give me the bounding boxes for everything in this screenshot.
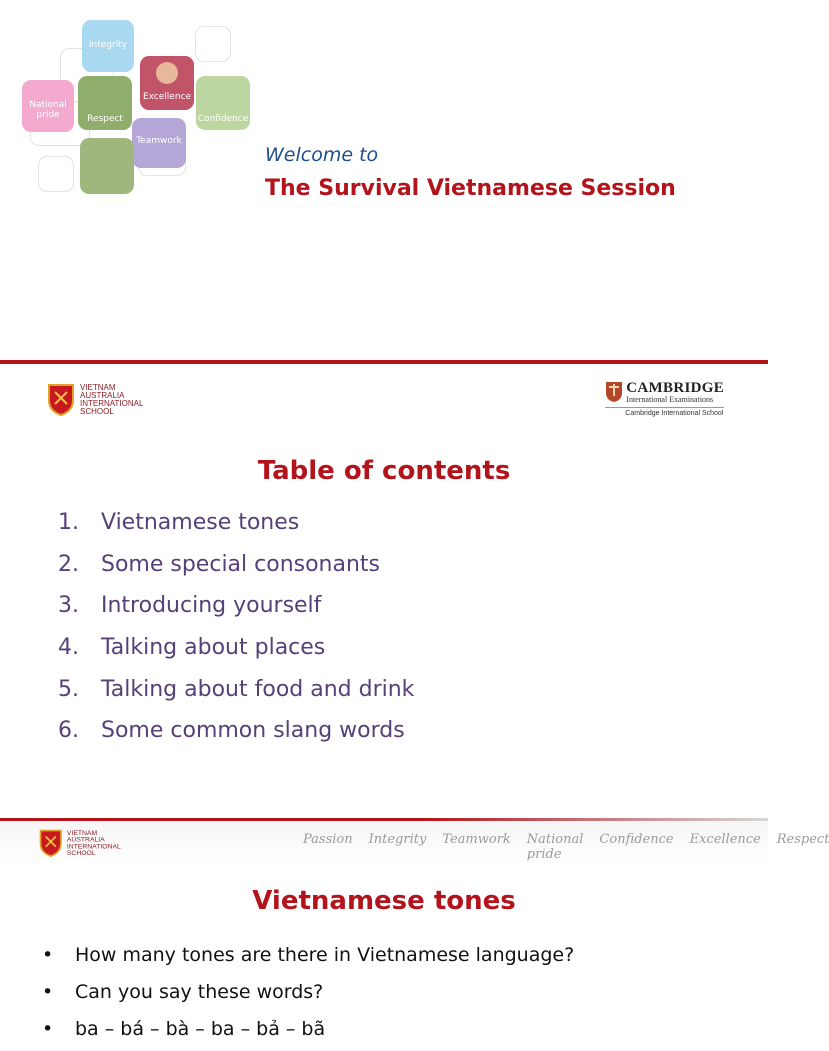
list-item: 2. Some special consonants [58, 551, 381, 577]
toc-title: Table of contents [257, 456, 511, 486]
session-title: The Survival Vietnamese Session [265, 176, 676, 201]
value-excellence: Excellence [689, 832, 761, 847]
list-item: 3. Introducing yourself [58, 593, 322, 619]
tones-title: Vietnamese tones [252, 886, 516, 916]
tile-national-pride: National pride [22, 80, 74, 132]
tile-excellence: Excellence [140, 56, 194, 110]
vais-logo-small: VIETNAM AUSTRALIA INTERNATIONAL SCHOOL [38, 828, 121, 857]
tile-teamwork: Teamwork [132, 118, 186, 168]
toc-list [58, 506, 414, 756]
welcome-text: Welcome to [265, 144, 379, 166]
value-confidence: Confidence [599, 832, 674, 847]
tile-photo-kids [80, 138, 134, 194]
value-passion: Passion [303, 832, 353, 847]
values-strip [303, 832, 829, 862]
slide-divider [0, 360, 768, 364]
value-respect: Respect [776, 832, 829, 847]
value-national-pride: National pride [526, 832, 584, 862]
list-item: 4. Talking about places [58, 635, 326, 661]
list-item: • ba – bá – bà – ba – bả – bã [42, 1018, 326, 1040]
cambridge-shield-icon [605, 381, 623, 403]
tile-confidence: Confidence [196, 76, 250, 130]
vais-logo: VIETNAM AUSTRALIA INTERNATIONAL SCHOOL [46, 382, 143, 416]
list-item: 6. Some common slang words [58, 718, 405, 744]
list-item: • How many tones are there in Vietnamese language? [42, 944, 575, 966]
school-crest-icon [46, 382, 76, 416]
list-item: 5. Talking about food and drink [58, 676, 415, 702]
school-crest-icon [38, 828, 64, 857]
tones-bullets [42, 940, 574, 1051]
cambridge-logo: CAMBRIDGE International Examinations Cambridge International School [605, 380, 724, 417]
tile-integrity: Integrity [82, 20, 134, 72]
list-item: 1. Vietnamese tones [58, 510, 300, 535]
tile-respect: Respect [78, 76, 132, 130]
collage [20, 18, 260, 198]
value-integrity: Integrity [368, 832, 427, 847]
value-teamwork: Teamwork [442, 832, 511, 847]
list-item: • Can you say these words? [42, 981, 324, 1003]
